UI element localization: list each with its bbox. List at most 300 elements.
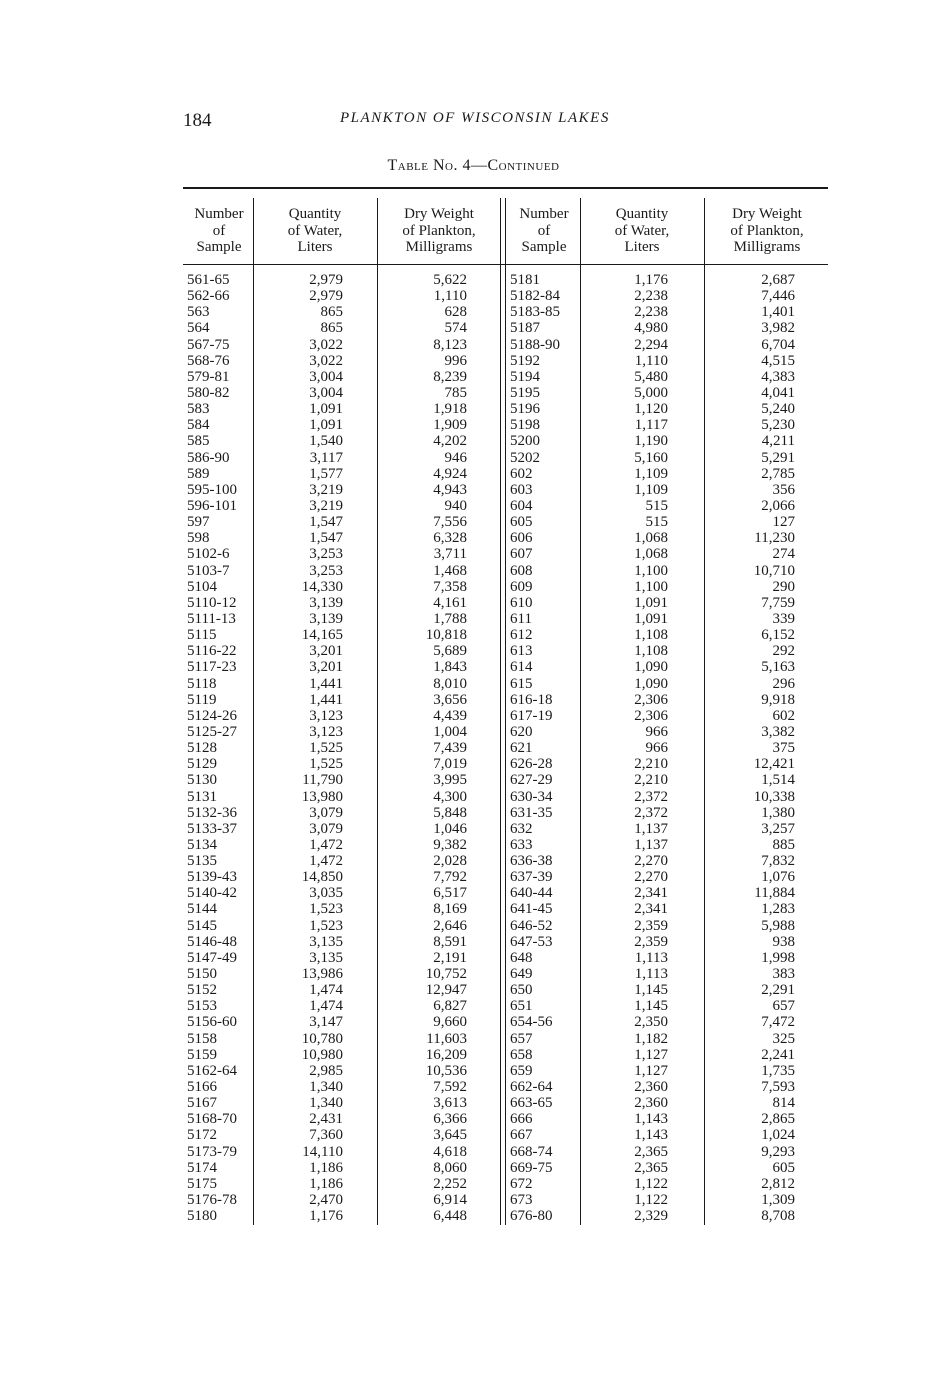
header-number-of-sample-left: [183, 206, 255, 256]
table-cell: 4,924: [433, 465, 467, 482]
table-cell: 2,341: [634, 901, 668, 918]
header-line: Liters: [624, 239, 660, 255]
table-cell: 1,525: [309, 756, 343, 773]
table-cell: 814: [772, 1095, 795, 1112]
table-cell: 1,735: [761, 1062, 795, 1079]
table-cell: 5,291: [761, 449, 795, 466]
table-cell: 5,163: [761, 659, 795, 676]
table-cell: 274: [772, 546, 795, 563]
table-cell: 3,147: [309, 1014, 343, 1031]
table-cell: 13,986: [301, 966, 343, 983]
table-cell: 673: [510, 1192, 533, 1209]
table-cell: 2,238: [634, 288, 668, 305]
table-cell: 16,209: [425, 1046, 467, 1063]
table-cell: 5183-85: [510, 304, 560, 321]
table-cell: 2,985: [309, 1062, 343, 1079]
table-cell: 515: [645, 514, 668, 531]
table-cell: 3,022: [309, 352, 343, 369]
table-cell: 585: [187, 433, 210, 450]
table-cell: 5117-23: [187, 659, 237, 676]
table-cell: 5146-48: [187, 933, 237, 950]
table-cell: 292: [772, 643, 795, 660]
table-cell: 14,165: [301, 627, 343, 644]
table-cell: 2,865: [761, 1111, 795, 1128]
table-cell: 383: [772, 966, 795, 983]
table-cell: 1,182: [634, 1030, 668, 1047]
table-cell: 3,995: [433, 772, 467, 789]
table-cell: 583: [187, 401, 210, 418]
table-cell: 5104: [187, 578, 217, 595]
header-line: Sample: [196, 239, 242, 255]
table-cell: 4,202: [433, 433, 467, 450]
table-cell: 641-45: [510, 901, 553, 918]
table-cell: 561-65: [187, 272, 230, 288]
table-cell: 3,201: [309, 659, 343, 676]
header-quantity-of-water-right: [582, 206, 702, 256]
table-cell: 12,947: [425, 982, 467, 999]
table-cell: 1,137: [634, 836, 668, 853]
table-cell: 2,431: [309, 1111, 343, 1128]
table-cell: 2,252: [433, 1175, 467, 1192]
table-cell: 4,980: [634, 320, 668, 337]
table-cell: 4,161: [433, 594, 467, 611]
table-cell: 4,211: [761, 433, 795, 450]
table-cell: 647-53: [510, 933, 553, 950]
table-cell: 574: [444, 320, 467, 337]
table-cell: 1,523: [309, 901, 343, 918]
table-cell: 5102-6: [187, 546, 230, 563]
table-cell: 1,176: [309, 1208, 343, 1225]
table-cell: 940: [444, 497, 467, 514]
table-cell: 586-90: [187, 449, 230, 466]
header-line: Sample: [521, 239, 567, 255]
table-cell: 865: [320, 320, 343, 337]
table-cell: 375: [772, 740, 795, 757]
table-cell: 1,340: [309, 1095, 343, 1112]
table-cell: 1,401: [761, 304, 795, 321]
table-cell: 5118: [187, 675, 217, 692]
table-cell: 657: [510, 1030, 533, 1047]
table-cell: 2,785: [761, 465, 795, 482]
table-cell: 617-19: [510, 707, 553, 724]
table-cell: 5166: [187, 1079, 217, 1096]
table-cell: 2,294: [634, 336, 668, 353]
table-cell: 1,109: [634, 481, 668, 498]
table-cell: 589: [187, 465, 210, 482]
table-cell: 8,708: [761, 1208, 795, 1225]
column-water-liters-right: [582, 272, 668, 1224]
table-cell: 7,792: [433, 869, 467, 886]
table-cell: 598: [187, 530, 210, 547]
table-cell: 5125-27: [187, 723, 237, 740]
table-cell: 5111-13: [187, 610, 236, 627]
table-cell: 1,145: [634, 998, 668, 1015]
table-cell: 1,120: [634, 401, 668, 418]
table-cell: 7,759: [761, 594, 795, 611]
table-cell: 563: [187, 304, 210, 321]
table-cell: 613: [510, 643, 533, 660]
table-cell: 7,446: [761, 288, 795, 305]
table-cell: 1,108: [634, 643, 668, 660]
table-cell: 1,091: [309, 401, 343, 418]
table-cell: 2,646: [433, 917, 467, 934]
column-dry-weight-left: [379, 272, 467, 1224]
table-cell: 296: [772, 675, 795, 692]
table-cell: 5158: [187, 1030, 217, 1047]
table-cell: 608: [510, 562, 533, 579]
table-cell: 7,832: [761, 853, 795, 870]
table-cell: 1,076: [761, 869, 795, 886]
table-cell: 13,980: [301, 788, 343, 805]
table-cell: 4,515: [761, 352, 795, 369]
table-cell: 595-100: [187, 481, 237, 498]
table-cell: 5153: [187, 998, 217, 1015]
table-cell: 5162-64: [187, 1062, 237, 1079]
table-cell: 5128: [187, 740, 217, 757]
table-cell: 5196: [510, 401, 540, 418]
header-line: Number: [519, 206, 569, 222]
table-cell: 646-52: [510, 917, 553, 934]
table-cell: 2,812: [761, 1175, 795, 1192]
table-cell: 12,421: [753, 756, 795, 773]
table-cell: 5110-12: [187, 594, 237, 611]
table-cell: 654-56: [510, 1014, 553, 1031]
table-cell: 6,827: [433, 998, 467, 1015]
column-dry-weight-right: [706, 272, 795, 1224]
table-cell: 631-35: [510, 804, 553, 821]
table-cell: 2,210: [634, 756, 668, 773]
table-cell: 4,300: [433, 788, 467, 805]
table-cell: 1,472: [309, 836, 343, 853]
table-cell: 567-75: [187, 336, 230, 353]
table-cell: 1,309: [761, 1192, 795, 1209]
header-line: of Plankton,: [730, 222, 804, 239]
table-cell: 7,472: [761, 1014, 795, 1031]
table-cell: 14,110: [302, 1143, 343, 1160]
table-cell: 663-65: [510, 1095, 553, 1112]
table-cell: 2,241: [761, 1046, 795, 1063]
table-cell: 5,240: [761, 401, 795, 418]
table-cell: 1,918: [433, 401, 467, 418]
column-divider: [580, 198, 581, 1225]
table-cell: 9,382: [433, 836, 467, 853]
table-cell: 662-64: [510, 1079, 553, 1096]
table-cell: 1,525: [309, 740, 343, 757]
header-line: Milligrams: [733, 239, 801, 255]
table-cell: 356: [772, 481, 795, 498]
table-cell: 3,219: [309, 497, 343, 514]
table-cell: 610: [510, 594, 533, 611]
table-cell: 630-34: [510, 788, 553, 805]
table-cell: 1,577: [309, 465, 343, 482]
table-cell: 938: [772, 933, 795, 950]
table-cell: 5173-79: [187, 1143, 237, 1160]
table-cell: 2,270: [634, 869, 668, 886]
header-dry-weight-right: [706, 206, 828, 256]
table-cell: 5,988: [761, 917, 795, 934]
table-cell: 620: [510, 723, 533, 740]
table-cell: 4,439: [433, 707, 467, 724]
table-cell: 6,448: [433, 1208, 467, 1225]
table-cell: 5129: [187, 756, 217, 773]
table-cell: 3,253: [309, 546, 343, 563]
table-cell: 6,704: [761, 336, 795, 353]
header-line: of: [537, 222, 551, 239]
table-cell: 1,110: [433, 288, 467, 305]
table-cell: 9,660: [433, 1014, 467, 1031]
table-cell: 5198: [510, 417, 540, 434]
table-cell: 1,137: [634, 820, 668, 837]
table-cell: 1,176: [634, 272, 668, 288]
table-cell: 7,439: [433, 740, 467, 757]
table-cell: 3,382: [761, 723, 795, 740]
table-cell: 5131: [187, 788, 217, 805]
table-cell: 2,341: [634, 885, 668, 902]
table-cell: 7,592: [433, 1079, 467, 1096]
header-quantity-of-water-left: [255, 206, 375, 256]
table-cell: 1,122: [634, 1192, 668, 1209]
table-cell: 2,372: [634, 788, 668, 805]
header-line: of Plankton,: [402, 222, 476, 239]
table-cell: 5119: [187, 691, 217, 708]
table-cell: 1,909: [433, 417, 467, 434]
table-cell: 5182-84: [510, 288, 560, 305]
table-cell: 3,123: [309, 723, 343, 740]
table-cell: 996: [444, 352, 467, 369]
table-cell: 10,536: [425, 1062, 467, 1079]
header-line: Dry Weight: [404, 206, 474, 222]
table-cell: 616-18: [510, 691, 553, 708]
table-cell: 3,982: [761, 320, 795, 337]
table-cell: 564: [187, 320, 210, 337]
table-cell: 603: [510, 481, 533, 498]
table-cell: 966: [645, 740, 668, 757]
table-cell: 605: [772, 1159, 795, 1176]
table-cell: 5,160: [634, 449, 668, 466]
table-cell: 7,360: [309, 1127, 343, 1144]
table-cell: 1,474: [309, 998, 343, 1015]
header-line: of Water,: [287, 222, 343, 239]
table-cell: 1,474: [309, 982, 343, 999]
table-cell: 8,591: [433, 933, 467, 950]
table-cell: 2,329: [634, 1208, 668, 1225]
table-cell: 5103-7: [187, 562, 230, 579]
table-cell: 5167: [187, 1095, 217, 1112]
table-cell: 5175: [187, 1175, 217, 1192]
table-cell: 8,123: [433, 336, 467, 353]
table-cell: 5,848: [433, 804, 467, 821]
table-cell: 5181: [510, 272, 540, 288]
table-cell: 1,145: [634, 982, 668, 999]
table-cell: 1,186: [309, 1175, 343, 1192]
table-cell: 667: [510, 1127, 533, 1144]
table-cell: 2,291: [761, 982, 795, 999]
table-cell: 10,780: [301, 1030, 343, 1047]
table-cell: 1,004: [433, 723, 467, 740]
table-cell: 10,338: [753, 788, 795, 805]
table-cell: 5115: [187, 627, 217, 644]
header-line: Quantity: [615, 206, 669, 222]
table-cell: 2,979: [309, 272, 343, 288]
column-water-liters-left: [255, 272, 343, 1224]
table-cell: 1,190: [634, 433, 668, 450]
table-cell: 7,556: [433, 514, 467, 531]
table-cell: 10,980: [301, 1046, 343, 1063]
table-cell: 584: [187, 417, 210, 434]
table-cell: 2,350: [634, 1014, 668, 1031]
page-number: 184: [183, 110, 212, 131]
table-cell: 515: [645, 497, 668, 514]
header-line: Quantity: [288, 206, 342, 222]
header-line: of: [212, 222, 226, 239]
table-cell: 3,079: [309, 820, 343, 837]
table-cell: 1,380: [761, 804, 795, 821]
table-cell: 5152: [187, 982, 217, 999]
table-cell: 11,884: [754, 885, 795, 902]
table-cell: 3,711: [433, 546, 467, 563]
table-cell: 627-29: [510, 772, 553, 789]
table-cell: 2,372: [634, 804, 668, 821]
table-cell: 1,186: [309, 1159, 343, 1176]
table-cell: 2,066: [761, 497, 795, 514]
table-cell: 8,239: [433, 368, 467, 385]
table-cell: 1,127: [634, 1046, 668, 1063]
table-cell: 1,547: [309, 530, 343, 547]
table-cell: 5124-26: [187, 707, 237, 724]
table-cell: 637-39: [510, 869, 553, 886]
table-cell: 3,201: [309, 643, 343, 660]
table-cell: 568-76: [187, 352, 230, 369]
table-cell: 597: [187, 514, 210, 531]
table-cell: 5194: [510, 368, 540, 385]
table-cell: 4,041: [761, 384, 795, 401]
table-cell: 626-28: [510, 756, 553, 773]
table-cell: 2,360: [634, 1079, 668, 1096]
table-cell: 5144: [187, 901, 217, 918]
table-cell: 5145: [187, 917, 217, 934]
table-cell: 5174: [187, 1159, 217, 1176]
table-cell: 604: [510, 497, 533, 514]
column-sample-numbers-left: [187, 272, 251, 1224]
table-cell: 4,618: [433, 1143, 467, 1160]
table-cell: 1,100: [634, 578, 668, 595]
table-cell: 9,918: [761, 691, 795, 708]
table-cell: 1,068: [634, 546, 668, 563]
column-sample-numbers-right: [510, 272, 578, 1224]
table-cell: 5,480: [634, 368, 668, 385]
column-divider: [253, 198, 254, 1225]
table-cell: 3,139: [309, 594, 343, 611]
table-cell: 614: [510, 659, 533, 676]
table-cell: 1,090: [634, 675, 668, 692]
table-cell: 659: [510, 1062, 533, 1079]
table-cell: 3,079: [309, 804, 343, 821]
table-cell: 7,593: [761, 1079, 795, 1096]
table-cell: 5168-70: [187, 1111, 237, 1128]
table-cell: 668-74: [510, 1143, 553, 1160]
header-line: Milligrams: [405, 239, 473, 255]
table-cell: 325: [772, 1030, 795, 1047]
table-cell: 5,622: [433, 272, 467, 288]
table-cell: 11,790: [302, 772, 343, 789]
table-cell: 580-82: [187, 384, 230, 401]
table-cell: 5139-43: [187, 869, 237, 886]
table-cell: 10,818: [425, 627, 467, 644]
table-cell: 5116-22: [187, 643, 237, 660]
table-cell: 612: [510, 627, 533, 644]
table-cell: 1,340: [309, 1079, 343, 1096]
table-cell: 4,943: [433, 481, 467, 498]
table-cell: 2,270: [634, 853, 668, 870]
table-cell: 602: [510, 465, 533, 482]
table-cell: 1,100: [634, 562, 668, 579]
table-cell: 2,360: [634, 1095, 668, 1112]
table-cell: 1,283: [761, 901, 795, 918]
table-cell: 621: [510, 740, 533, 757]
table-cell: 8,169: [433, 901, 467, 918]
table-cell: 1,441: [309, 675, 343, 692]
table-cell: 5172: [187, 1127, 217, 1144]
running-head: PLANKTON OF WISCONSIN LAKES: [340, 110, 610, 126]
table-cell: 6,366: [433, 1111, 467, 1128]
table-cell: 658: [510, 1046, 533, 1063]
table-cell: 3,135: [309, 949, 343, 966]
table-cell: 615: [510, 675, 533, 692]
table-cell: 3,645: [433, 1127, 467, 1144]
table-cell: 3,022: [309, 336, 343, 353]
table-cell: 676-80: [510, 1208, 553, 1225]
table-cell: 1,113: [634, 949, 668, 966]
table-cell: 632: [510, 820, 533, 837]
table-cell: 1,090: [634, 659, 668, 676]
table-cell: 3,123: [309, 707, 343, 724]
table-cell: 1,441: [309, 691, 343, 708]
table-cell: 1,998: [761, 949, 795, 966]
table-cell: 5195: [510, 384, 540, 401]
table-cell: 1,788: [433, 610, 467, 627]
table-cell: 3,035: [309, 885, 343, 902]
table-cell: 2,359: [634, 917, 668, 934]
table-cell: 290: [772, 578, 795, 595]
table-top-rule: [183, 187, 828, 189]
header-dry-weight-left: [379, 206, 499, 256]
table-cell: 2,365: [634, 1143, 668, 1160]
table-cell: 865: [320, 304, 343, 321]
table-cell: 8,060: [433, 1159, 467, 1176]
table-cell: 579-81: [187, 368, 230, 385]
table-cell: 1,117: [634, 417, 668, 434]
table-cell: 602: [772, 707, 795, 724]
table-cell: 6,328: [433, 530, 467, 547]
table-cell: 11,230: [754, 530, 795, 547]
table-cell: 2,210: [634, 772, 668, 789]
table-cell: 14,850: [301, 869, 343, 886]
table-cell: 2,191: [433, 949, 467, 966]
table-cell: 2,028: [433, 853, 467, 870]
table-cell: 1,110: [634, 352, 668, 369]
table-cell: 5132-36: [187, 804, 237, 821]
table-cell: 2,979: [309, 288, 343, 305]
table-cell: 5156-60: [187, 1014, 237, 1031]
table-cell: 5133-37: [187, 820, 237, 837]
header-number-of-sample-right: [508, 206, 580, 256]
table-cell: 2,238: [634, 304, 668, 321]
table-cell: 1,122: [634, 1175, 668, 1192]
table-cell: 5202: [510, 449, 540, 466]
table-cell: 10,710: [753, 562, 795, 579]
table-cell: 1,547: [309, 514, 343, 531]
table-cell: 5,230: [761, 417, 795, 434]
